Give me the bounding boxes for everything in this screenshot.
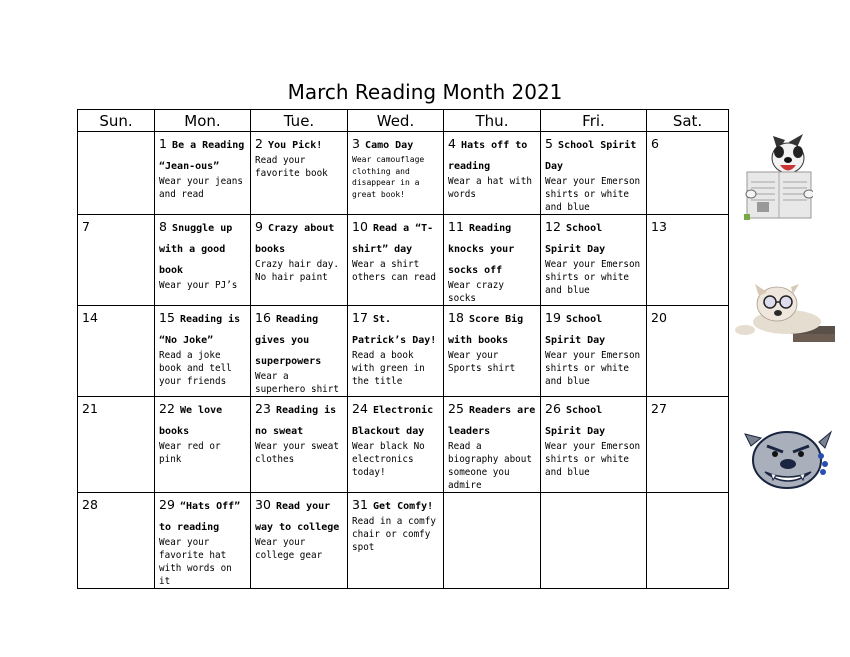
weekday-header: Sun.	[78, 110, 155, 132]
day-cell	[647, 132, 729, 215]
event-title: Snuggle up with a good book	[159, 223, 233, 276]
event-title: Readers are leaders	[448, 405, 536, 437]
day-number: 10	[352, 219, 368, 234]
day-number: 21	[82, 401, 98, 416]
day-number: 29	[159, 497, 175, 512]
day-number: 13	[651, 219, 667, 234]
day-number: 27	[651, 401, 667, 416]
day-number: 12	[545, 219, 561, 234]
day-number: 14	[82, 310, 98, 325]
event-description: Read a biography about someone you admire	[448, 441, 532, 491]
day-cell	[541, 397, 647, 493]
event-description: Wear your jeans and read	[159, 176, 243, 200]
day-cell	[647, 306, 729, 397]
event-description: Read a joke book and tell your friends	[159, 350, 232, 387]
event-description: Wear black No electronics today!	[352, 441, 425, 478]
day-cell	[155, 132, 251, 215]
event-title: Be a Reading “Jean-ous”	[159, 140, 245, 172]
day-cell	[647, 215, 729, 306]
event-title: Read a “T-shirt” day	[352, 223, 434, 255]
day-cell	[444, 493, 541, 589]
event-description: Wear your Emerson shirts or white and blue	[545, 176, 641, 213]
event-description: Wear your PJ’s	[159, 280, 238, 291]
day-cell	[251, 493, 348, 589]
day-cell	[348, 306, 444, 397]
week-row	[78, 493, 729, 589]
event-title: Camo Day	[365, 140, 414, 151]
day-number: 19	[545, 310, 561, 325]
week-row	[78, 132, 729, 215]
day-number: 30	[255, 497, 271, 512]
event-title: School Spirit Day	[545, 314, 606, 346]
day-cell	[647, 493, 729, 589]
day-cell	[251, 306, 348, 397]
weekday-header: Sat.	[647, 110, 729, 132]
day-number: 31	[352, 497, 368, 512]
day-number: 20	[651, 310, 667, 325]
dog-reading-newspaper-image	[743, 128, 813, 223]
event-description: Read in a comfy chair or comfy spot	[352, 516, 436, 553]
event-description: Wear your Emerson shirts or white and blue	[545, 350, 641, 387]
weekday-header: Wed.	[348, 110, 444, 132]
day-number: 18	[448, 310, 464, 325]
event-description: Wear your favorite hat with words on it	[159, 537, 232, 587]
day-number: 9	[255, 219, 263, 234]
event-title: St. Patrick’s Day!	[352, 314, 437, 346]
day-cell	[251, 132, 348, 215]
event-title: Hats off to reading	[448, 140, 528, 172]
day-number: 5	[545, 136, 553, 151]
day-number: 1	[159, 136, 167, 151]
day-cell	[444, 397, 541, 493]
day-cell	[251, 397, 348, 493]
day-cell	[155, 306, 251, 397]
event-description: Wear a superhero shirt	[255, 371, 339, 395]
event-title: We love books	[159, 405, 223, 437]
day-cell	[541, 215, 647, 306]
day-cell	[155, 215, 251, 306]
day-cell	[78, 215, 155, 306]
day-number: 6	[651, 136, 659, 151]
event-description: Read a book with green in the title	[352, 350, 425, 387]
day-cell	[647, 397, 729, 493]
calendar-table	[77, 109, 729, 589]
day-number: 23	[255, 401, 271, 416]
weekday-header: Thu.	[444, 110, 541, 132]
event-description: Wear red or pink	[159, 441, 221, 465]
day-number: 25	[448, 401, 464, 416]
event-title: Crazy about books	[255, 223, 335, 255]
day-number: 17	[352, 310, 368, 325]
event-description: Wear a shirt others can read	[352, 259, 436, 283]
day-cell	[444, 306, 541, 397]
day-number: 2	[255, 136, 263, 151]
day-number: 22	[159, 401, 175, 416]
day-number: 7	[82, 219, 90, 234]
event-description: Wear your college gear	[255, 537, 323, 561]
day-cell	[78, 397, 155, 493]
event-description: Wear your Sports shirt	[448, 350, 516, 374]
event-title: School Spirit Day	[545, 223, 606, 255]
event-title: Reading gives you superpowers	[255, 314, 322, 367]
event-title: Score Big with books	[448, 314, 524, 346]
day-cell	[348, 132, 444, 215]
day-number: 11	[448, 219, 464, 234]
page-title: March Reading Month 2021	[287, 80, 563, 104]
day-cell	[348, 215, 444, 306]
day-number: 26	[545, 401, 561, 416]
event-title: “Hats Off” to reading	[159, 501, 241, 533]
event-description: Read your favorite book	[255, 155, 328, 179]
bulldog-mascot-image	[743, 424, 833, 494]
event-description: Wear a hat with words	[448, 176, 532, 200]
day-cell	[541, 306, 647, 397]
event-description: Wear your sweat clothes	[255, 441, 339, 465]
day-cell	[541, 132, 647, 215]
day-cell	[444, 132, 541, 215]
event-description: Wear your Emerson shirts or white and blue	[545, 259, 641, 296]
day-number: 24	[352, 401, 368, 416]
event-title: Reading is no sweat	[255, 405, 337, 437]
day-cell	[348, 493, 444, 589]
event-title: School Spirit Day	[545, 140, 637, 172]
event-title: Read your way to college	[255, 501, 340, 533]
event-title: School Spirit Day	[545, 405, 606, 437]
day-number: 4	[448, 136, 456, 151]
event-title: Reading knocks your socks off	[448, 223, 515, 276]
day-number: 16	[255, 310, 271, 325]
week-row	[78, 215, 729, 306]
event-title: You Pick!	[268, 140, 323, 151]
event-title: Electronic Blackout day	[352, 405, 434, 437]
day-cell	[444, 215, 541, 306]
day-cell	[251, 215, 348, 306]
day-cell	[155, 493, 251, 589]
event-description: Wear your Emerson shirts or white and blue	[545, 441, 641, 478]
event-title: Get Comfy!	[373, 501, 434, 512]
weekday-header: Fri.	[541, 110, 647, 132]
event-description: Wear crazy socks	[448, 280, 504, 304]
weekday-header: Tue.	[251, 110, 348, 132]
day-number: 28	[82, 497, 98, 512]
day-number: 3	[352, 136, 360, 151]
day-cell	[78, 493, 155, 589]
week-row	[78, 306, 729, 397]
day-number: 15	[159, 310, 175, 325]
day-cell	[78, 132, 155, 215]
weekday-header: Mon.	[155, 110, 251, 132]
event-title: Reading is “No Joke”	[159, 314, 241, 346]
week-row	[78, 397, 729, 493]
day-cell	[348, 397, 444, 493]
day-number: 8	[159, 219, 167, 234]
weekday-header-row	[78, 110, 729, 132]
event-description: Crazy hair day. No hair paint	[255, 259, 339, 283]
bulldog-with-glasses-on-books-image	[733, 282, 837, 346]
event-description: Wear camouflage clothing and disappear in a great book!	[352, 155, 425, 199]
day-cell	[541, 493, 647, 589]
day-cell	[78, 306, 155, 397]
day-cell	[155, 397, 251, 493]
